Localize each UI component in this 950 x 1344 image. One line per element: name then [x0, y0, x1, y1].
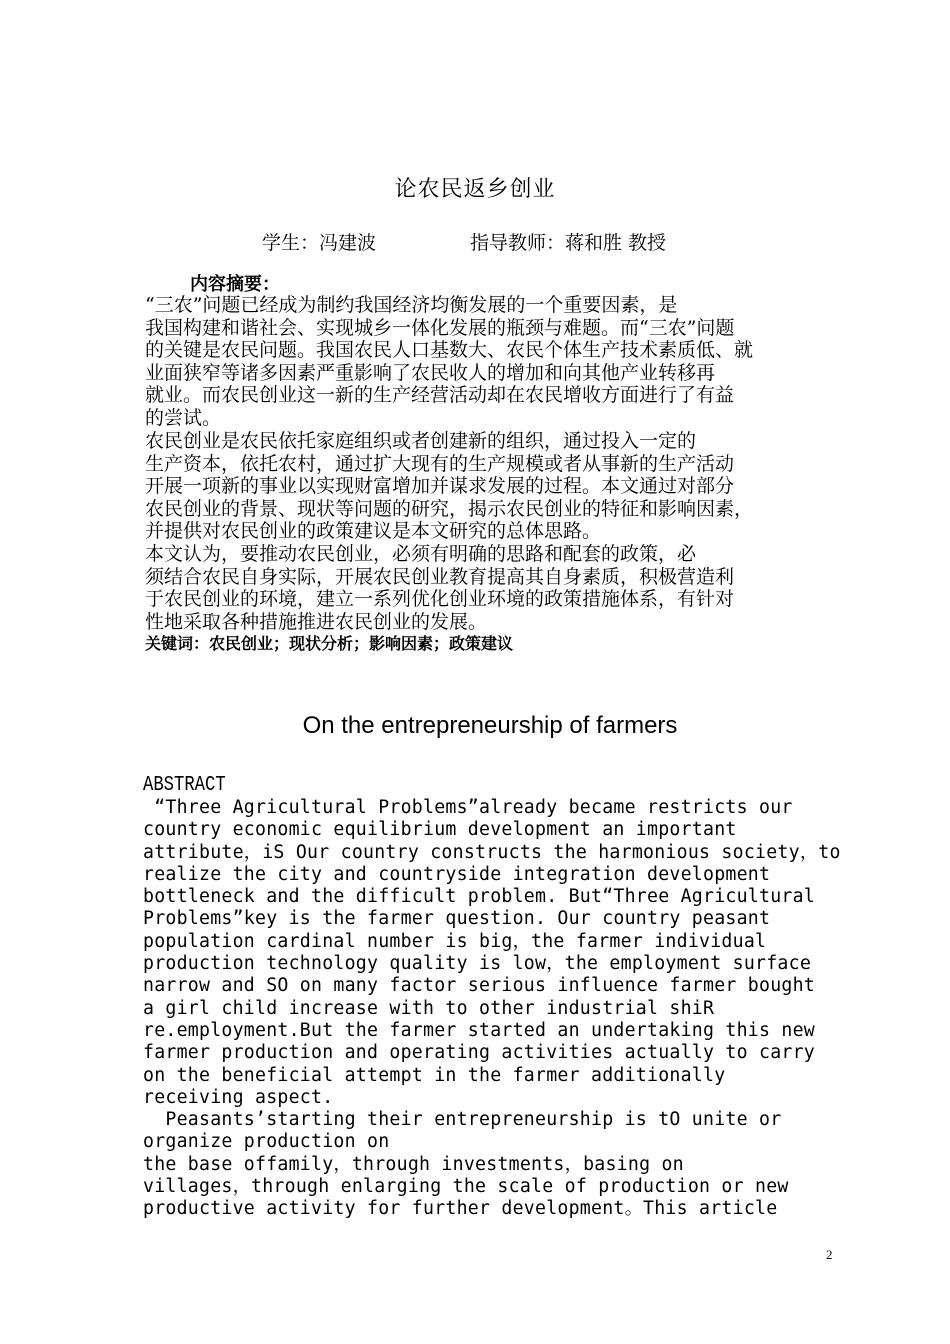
abstract-heading-english: ABSTRACT	[143, 774, 226, 797]
abstract-line: 农民创业是农民依托家庭组织或者创建新的组织，通过投入一定的	[145, 430, 697, 452]
abstract-line: 的关键是农民问题。我国农民人口基数大、农民个体生产技术素质低、就	[145, 339, 754, 362]
abstract-en-line: bottleneck and the difficult problem. But“Three Agricultural	[143, 886, 815, 908]
abstract-line: 农民创业的背景、现状等问题的研究，揭示农民创业的特征和影响因素，	[145, 497, 754, 520]
abstract-en-line: a girl child increase with to other industrial shiR	[143, 997, 715, 1019]
abstract-line: 业面狭窄等诸多因素严重影响了农民收人的增加和向其他产业转移再	[145, 361, 716, 384]
abstract-en-line: organize production on	[143, 1131, 390, 1153]
abstract-en-line: productive activity for further development。This article	[143, 1198, 778, 1220]
keywords-value: 农民创业；现状分析；影响因素；政策建议	[209, 634, 514, 653]
abstract-en-line: the base offamily，through investments，basing on	[143, 1153, 684, 1175]
abstract-line: 本文认为，要推动农民创业，必须有明确的思路和配套的政策，必	[145, 543, 697, 565]
document-title-english: On the entrepreneurship of farmers	[302, 712, 678, 739]
abstract-en-line: villages，through enlarging the scale of production or new	[143, 1176, 789, 1198]
abstract-paragraph-1	[145, 294, 845, 430]
abstract-en-line: realize the city and countryside integration development	[143, 863, 771, 885]
author-line	[262, 228, 666, 255]
document-title-chinese: 论农民返乡创业	[394, 177, 556, 202]
abstract-en-line: re.employment.But the farmer started an undertaking this new	[143, 1019, 815, 1041]
abstract-line: 的尝试。	[145, 406, 222, 429]
abstract-line: 我国构建和谐社会、实现城乡一体化发展的瓶颈与难题。而“三农”问题	[145, 316, 735, 339]
abstract-line: 须结合农民自身实际，开展农民创业教育提高其自身素质，积极营造利	[145, 565, 735, 588]
abstract-en-line: Peasants’starting their entrepreneurship is tO unite or	[143, 1109, 782, 1131]
abstract-en-line: country economic equilibrium development an important	[143, 819, 737, 841]
abstract-en-line: “Three Agricultural Problems”already became restricts our	[143, 797, 793, 818]
abstract-body-english	[143, 797, 841, 1221]
abstract-heading-chinese: 内容摘要：	[190, 274, 280, 295]
abstract-line: “三农”问题已经成为制约我国经济均衡发展的一个重要因素，是	[145, 294, 678, 316]
abstract-en-line: receiving aspect.	[143, 1086, 334, 1108]
keywords-label: 关键词：	[145, 634, 210, 653]
abstract-en-line: Problems”key is the farmer question. Our country peasant	[143, 908, 771, 930]
abstract-en-line: production technology quality is low，the employment surface	[143, 953, 812, 975]
abstract-line: 性地采取各种措施推进农民创业的发展。	[145, 610, 488, 633]
abstract-paragraph-2	[145, 430, 845, 543]
abstract-line: 开展一项新的事业以实现财富增加并谋求发展的过程。本文通过对部分	[145, 475, 735, 498]
advisor-name: 指导教师：蒋和胜 教授	[470, 232, 667, 254]
abstract-line: 就业。而农民创业这一新的生产经营活动却在农民增收方面进行了有益	[145, 384, 735, 407]
abstract-line: 并提供对农民创业的政策建议是本文研究的总体思路。	[145, 520, 602, 543]
keywords-line	[145, 631, 513, 654]
abstract-en-line: farmer production and operating activities actually to carry	[143, 1042, 815, 1064]
abstract-line: 于农民创业的环境，建立一系列优化创业环境的政策措施体系，有针对	[145, 588, 735, 611]
student-name: 学生：冯建波	[262, 232, 377, 254]
abstract-en-line: on the beneficial attempt in the farmer additionally	[143, 1064, 726, 1086]
abstract-line: 生产资本，依托农村，通过扩大现有的生产规模或者从事新的生产活动	[145, 452, 735, 475]
abstract-en-line: narrow and SO on many factor serious influence farmer bought	[143, 975, 815, 997]
abstract-en-line: attribute，iS Our country constructs the harmonious society，to	[143, 841, 841, 863]
page-number: 2	[826, 1247, 833, 1262]
abstract-paragraph-3	[145, 543, 845, 633]
abstract-en-line: population cardinal number is big，the farmer individual	[143, 930, 767, 952]
